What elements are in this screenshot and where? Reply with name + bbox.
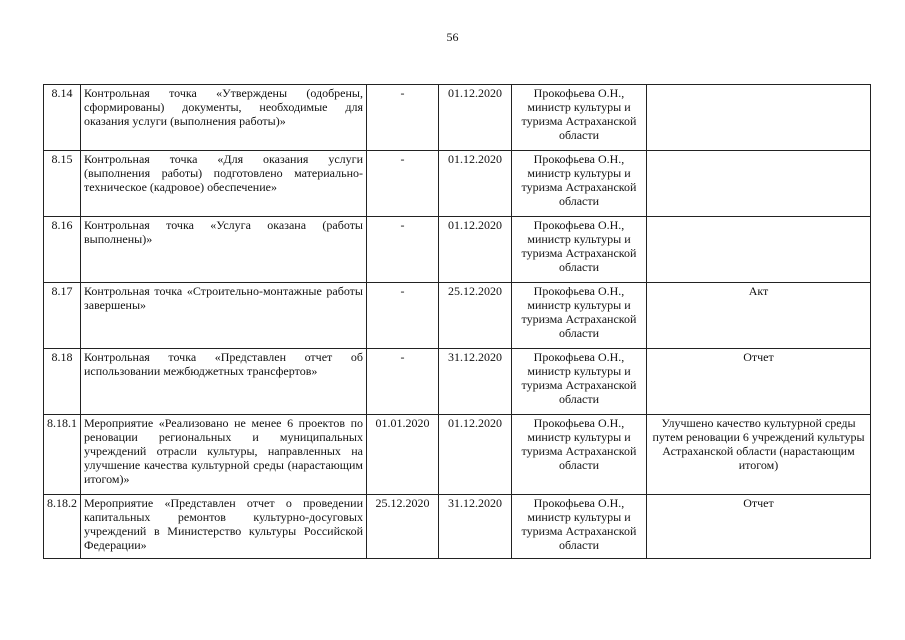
- row-number: 8.17: [44, 283, 81, 349]
- row-start-date: -: [367, 217, 439, 283]
- row-end-date: 01.12.2020: [439, 415, 512, 495]
- row-description: Контрольная точка «Строительно-монтажные работы завершены»: [81, 283, 367, 349]
- row-result: Улучшено качество культурной среды путем реновации 6 учреждений культуры Астраханской области (нарастающим итогом): [647, 415, 871, 495]
- row-result: [647, 217, 871, 283]
- row-end-date: 01.12.2020: [439, 85, 512, 151]
- row-result: [647, 85, 871, 151]
- row-description: Контрольная точка «Утверждены (одобрены, сформированы) документы, необходимые для оказания услуги (выполнения работы)»: [81, 85, 367, 151]
- row-responsible: Прокофьева О.Н., министр культуры и туризма Астраханской области: [512, 85, 647, 151]
- row-description: Мероприятие «Реализовано не менее 6 проектов по реновации региональных и муниципальных учреждений отрасли культуры, направленных на улучшение качества культурной среды (нарастающим итогом)»: [81, 415, 367, 495]
- row-description: Мероприятие «Представлен отчет о проведении капитальных ремонтов культурно-досуговых учреждений в Министерство культуры Российской Федерации»: [81, 495, 367, 559]
- table-row: [44, 349, 871, 415]
- table-row: [44, 85, 871, 151]
- table-row: [44, 217, 871, 283]
- table-row: [44, 495, 871, 559]
- row-number: 8.18.2: [44, 495, 81, 559]
- table-row: [44, 151, 871, 217]
- table-row: [44, 415, 871, 495]
- row-start-date: 01.01.2020: [367, 415, 439, 495]
- row-result: Отчет: [647, 349, 871, 415]
- row-end-date: 31.12.2020: [439, 495, 512, 559]
- row-start-date: 25.12.2020: [367, 495, 439, 559]
- row-start-date: -: [367, 85, 439, 151]
- row-end-date: 25.12.2020: [439, 283, 512, 349]
- row-result: Акт: [647, 283, 871, 349]
- row-start-date: -: [367, 349, 439, 415]
- row-description: Контрольная точка «Услуга оказана (работы выполнены)»: [81, 217, 367, 283]
- row-end-date: 01.12.2020: [439, 151, 512, 217]
- row-description: Контрольная точка «Для оказания услуги (выполнения работы) подготовлено материально-техническое (кадровое) обеспечение»: [81, 151, 367, 217]
- row-number: 8.14: [44, 85, 81, 151]
- row-responsible: Прокофьева О.Н., министр культуры и туризма Астраханской области: [512, 495, 647, 559]
- row-result: Отчет: [647, 495, 871, 559]
- row-start-date: -: [367, 283, 439, 349]
- plan-table: [43, 84, 871, 559]
- row-responsible: Прокофьева О.Н., министр культуры и туризма Астраханской области: [512, 349, 647, 415]
- row-responsible: Прокофьева О.Н., министр культуры и туризма Астраханской области: [512, 217, 647, 283]
- table-row: [44, 283, 871, 349]
- table-body: [44, 85, 871, 559]
- page-number: 56: [446, 30, 459, 44]
- row-result: [647, 151, 871, 217]
- row-responsible: Прокофьева О.Н., министр культуры и туризма Астраханской области: [512, 283, 647, 349]
- row-responsible: Прокофьева О.Н., министр культуры и туризма Астраханской области: [512, 151, 647, 217]
- row-number: 8.15: [44, 151, 81, 217]
- row-end-date: 01.12.2020: [439, 217, 512, 283]
- row-number: 8.18.1: [44, 415, 81, 495]
- row-start-date: -: [367, 151, 439, 217]
- row-number: 8.16: [44, 217, 81, 283]
- row-end-date: 31.12.2020: [439, 349, 512, 415]
- row-number: 8.18: [44, 349, 81, 415]
- row-responsible: Прокофьева О.Н., министр культуры и туризма Астраханской области: [512, 415, 647, 495]
- row-description: Контрольная точка «Представлен отчет об использовании межбюджетных трансфертов»: [81, 349, 367, 415]
